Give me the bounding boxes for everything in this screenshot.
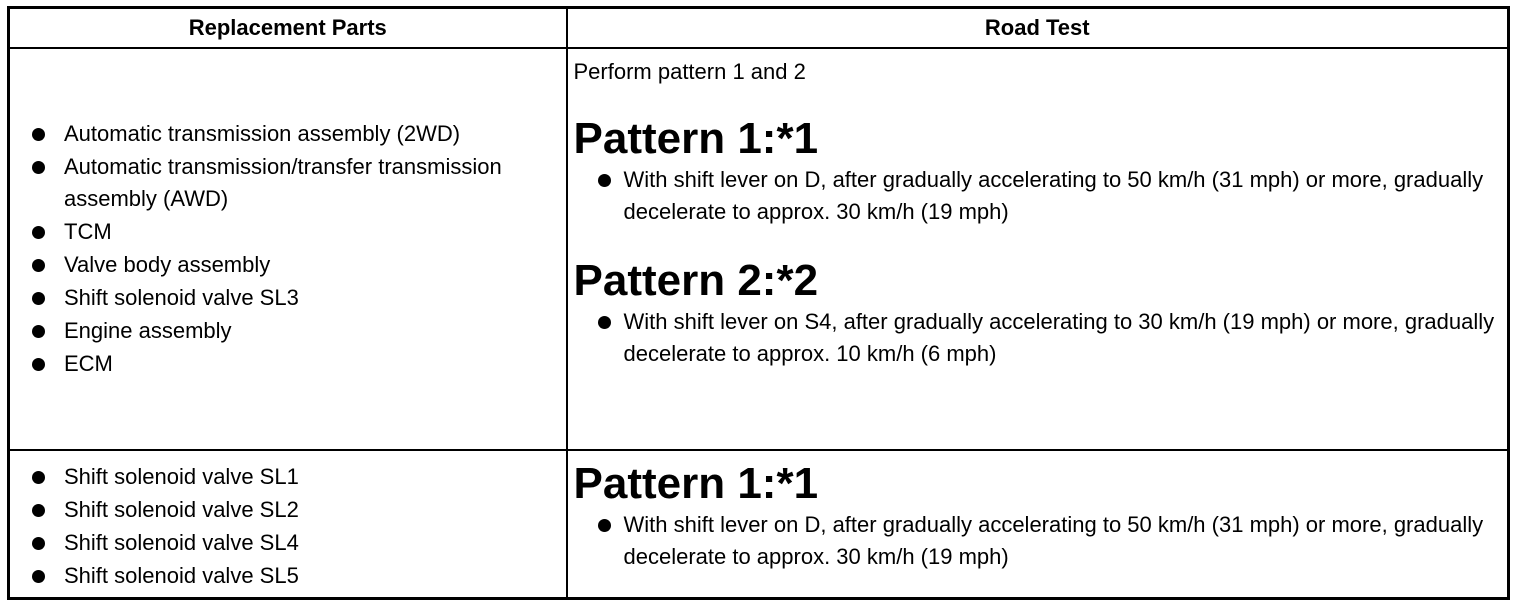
list-item: Shift solenoid valve SL2	[26, 494, 566, 526]
list-item: With shift lever on D, after gradually accelerating to 50 km/h (31 mph) or more, gradually decelerate to approx. 30 km/h (19 mph)	[592, 164, 1502, 228]
bullet-icon	[32, 358, 45, 371]
road-test-table	[7, 6, 1510, 600]
parts-cell	[9, 48, 567, 450]
bullet-icon	[32, 226, 45, 239]
bullet-icon	[32, 570, 45, 583]
pattern-title: Pattern 1:*1	[573, 459, 819, 508]
bullet-icon	[598, 519, 611, 532]
table-row	[9, 450, 1509, 599]
list-item: Shift solenoid valve SL5	[26, 560, 566, 592]
road-test-cell	[567, 450, 1509, 599]
list-item: Automatic transmission assembly (2WD)	[26, 118, 566, 150]
list-item: ECM	[26, 348, 566, 380]
bullet-icon	[32, 471, 45, 484]
bullet-icon	[32, 128, 45, 141]
list-item: TCM	[26, 216, 566, 248]
road-test-intro: Perform pattern 1 and 2	[573, 59, 806, 84]
bullet-icon	[32, 161, 45, 174]
bullet-icon	[32, 325, 45, 338]
pattern-title: Pattern 1:*1	[573, 114, 819, 163]
pattern-steps	[574, 306, 1502, 370]
list-item: Shift solenoid valve SL1	[26, 461, 566, 493]
pattern-steps	[574, 164, 1502, 228]
list-item: Valve body assembly	[26, 249, 566, 281]
parts-list	[26, 118, 566, 380]
bullet-icon	[598, 174, 611, 187]
parts-cell	[9, 450, 567, 599]
bullet-icon	[598, 316, 611, 329]
list-item: Shift solenoid valve SL3	[26, 282, 566, 314]
bullet-icon	[32, 537, 45, 550]
pattern-steps	[574, 509, 1502, 573]
list-item: Shift solenoid valve SL4	[26, 527, 566, 559]
header-row	[9, 8, 1509, 49]
parts-list	[26, 461, 566, 592]
header-road-test: Road Test	[567, 8, 1509, 49]
list-item: With shift lever on D, after gradually accelerating to 50 km/h (31 mph) or more, gradually decelerate to approx. 30 km/h (19 mph)	[592, 509, 1502, 573]
bullet-icon	[32, 292, 45, 305]
bullet-icon	[32, 259, 45, 272]
list-item: With shift lever on S4, after gradually accelerating to 30 km/h (19 mph) or more, gradually decelerate to approx. 10 km/h (6 mph)	[592, 306, 1502, 370]
list-item: Automatic transmission/transfer transmission assembly (AWD)	[26, 151, 566, 215]
road-test-cell	[567, 48, 1509, 450]
table-row	[9, 48, 1509, 450]
header-replacement-parts: Replacement Parts	[9, 8, 567, 49]
list-item: Engine assembly	[26, 315, 566, 347]
pattern-title: Pattern 2:*2	[573, 256, 819, 305]
bullet-icon	[32, 504, 45, 517]
